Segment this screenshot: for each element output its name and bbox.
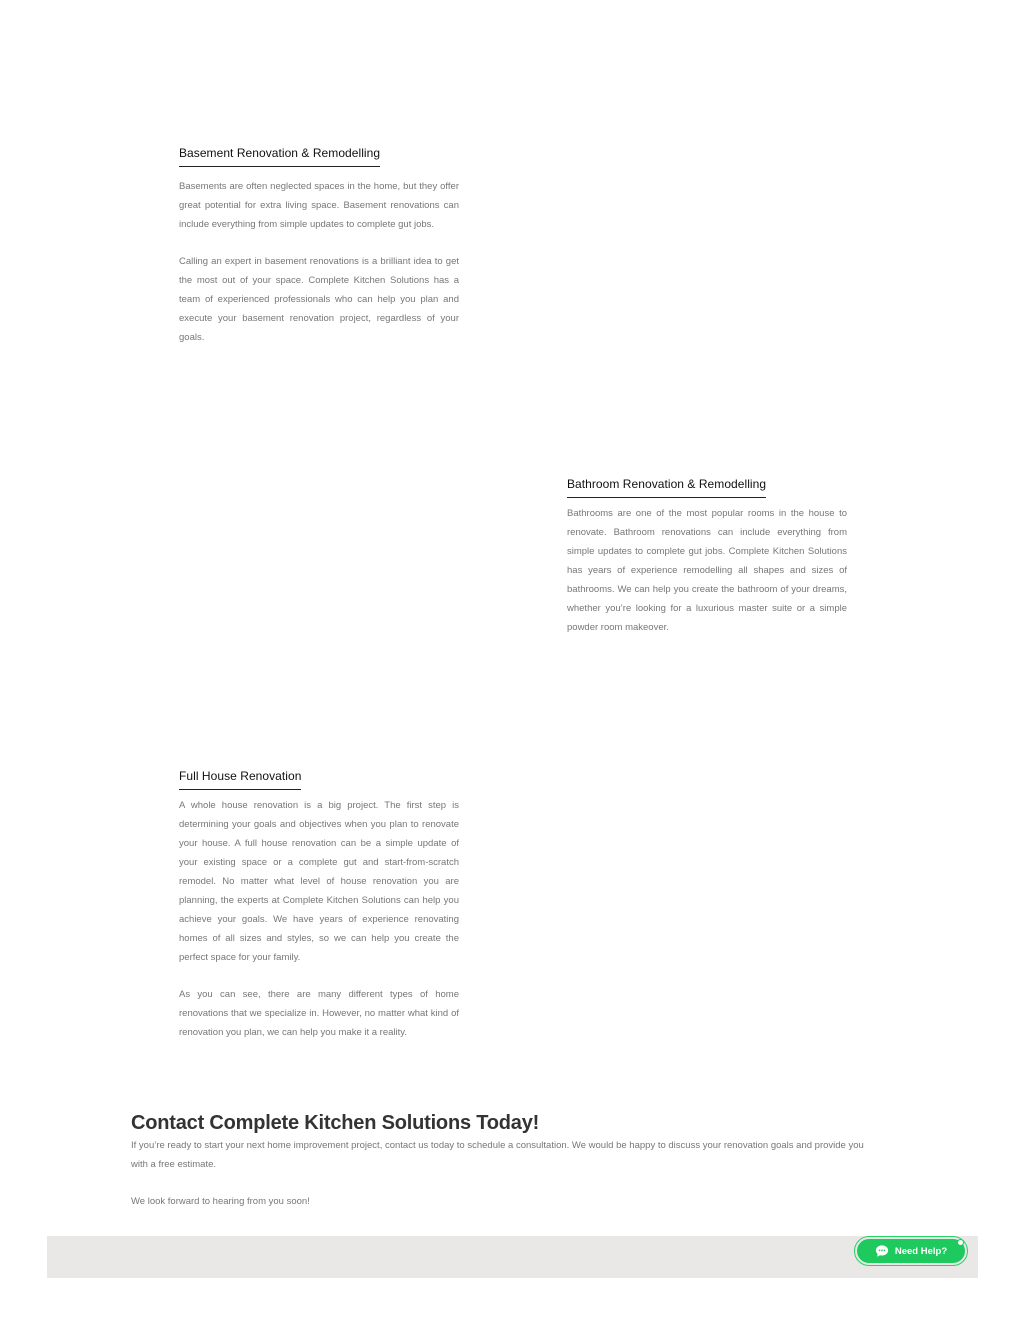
need-help-label: Need Help? xyxy=(894,1245,948,1257)
full-house-paragraph-2: As you can see, there are many different types of home renovations that we specialize in. However, no matter what kind of renovation you plan, we can help you make it a reality. xyxy=(179,989,459,1038)
contact-paragraph-1: If you’re ready to start your next home improvement project, contact us today to schedule a consultation. We would be happy to discuss your renovation goals and provide you with a free estimate. xyxy=(131,1140,864,1170)
contact-paragraph-2: We look forward to hearing from you soon! xyxy=(131,1196,310,1207)
basement-heading: Basement Renovation & Remodelling xyxy=(179,146,380,167)
footer-band xyxy=(47,1236,978,1278)
full-house-section xyxy=(179,767,459,1042)
notification-dot xyxy=(957,1239,964,1246)
contact-title: Contact Complete Kitchen Solutions Today! xyxy=(131,1112,540,1134)
full-house-paragraph-1: A whole house renovation is a big project. The first step is determining your goals and objectives when you plan to renovate your house. A full house renovation can be a simple update of your existing space or a complete gut and start-from-scratch remodel. No matter what level of house renovation you are planning, the experts at Complete Kitchen Solutions can help you achieve your goals. We have years of experience renovating homes of all sizes and styles, so we can help you create the perfect space for your family. xyxy=(179,800,459,963)
basement-section xyxy=(179,144,459,347)
full-house-heading: Full House Renovation xyxy=(179,769,301,790)
need-help-widget[interactable] xyxy=(854,1236,968,1266)
need-help-button[interactable] xyxy=(857,1239,965,1263)
bathroom-section xyxy=(567,475,847,637)
bathroom-heading: Bathroom Renovation & Remodelling xyxy=(567,477,766,498)
contact-section xyxy=(131,1110,881,1211)
chat-bubble-icon xyxy=(875,1244,889,1258)
basement-paragraph-2: Calling an expert in basement renovations is a brilliant idea to get the most out of your space. Complete Kitchen Solutions has a team of experienced professionals who can help you plan and execute your basement renovation project, regardless of your goals. xyxy=(179,256,459,343)
bathroom-paragraph-1: Bathrooms are one of the most popular rooms in the house to renovate. Bathroom renovations can include everything from simple updates to complete gut jobs. Complete Kitchen Solutions has years of experience remodelling all shapes and sizes of bathrooms. We can help you create the bathroom of your dreams, whether you’re looking for a luxurious master suite or a simple powder room makeover. xyxy=(567,508,847,633)
basement-paragraph-1: Basements are often neglected spaces in the home, but they offer great potential for extra living space. Basement renovations can include everything from simple updates to complete gut jobs. xyxy=(179,181,459,230)
